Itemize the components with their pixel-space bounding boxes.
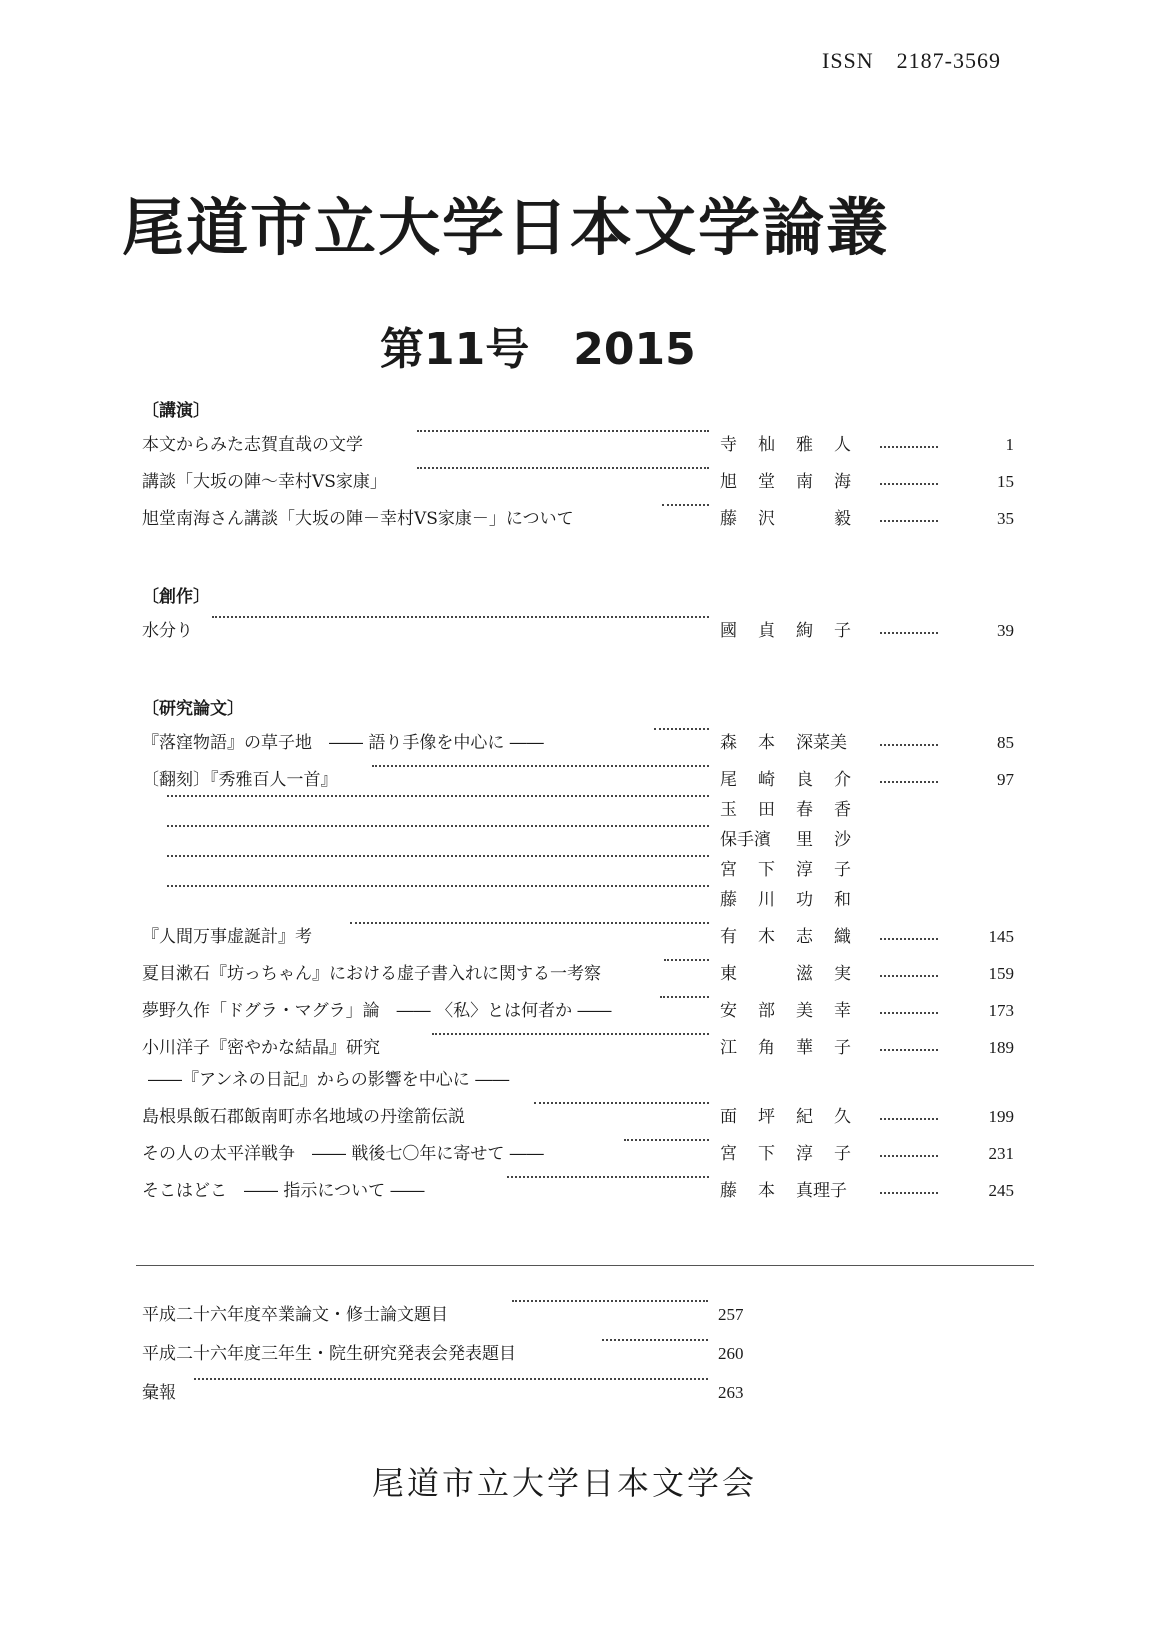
entry-page: 263 xyxy=(718,1383,744,1402)
entry-subtitle: ――『アンネの日記』からの影響を中心に ―― xyxy=(148,1070,510,1090)
leader-dots xyxy=(432,1033,709,1035)
entry-page: 260 xyxy=(718,1344,744,1363)
leader-dots xyxy=(167,885,709,887)
leader-dots xyxy=(167,825,709,827)
entry-page: 35 xyxy=(997,509,1014,528)
entry-author: 森 本 深菜美 xyxy=(720,733,847,753)
entry-title: 『人間万事虚誕計』考 xyxy=(142,927,312,947)
leader-dots xyxy=(624,1139,709,1141)
leader-dots xyxy=(880,632,938,634)
entry-page: 15 xyxy=(997,472,1014,491)
entry-author: 有 木 志 織 xyxy=(720,927,851,947)
leader-dots xyxy=(660,996,709,998)
leader-dots xyxy=(880,1049,938,1051)
leader-dots xyxy=(880,483,938,485)
entry-title: 島根県飯石郡飯南町赤名地域の丹塗箭伝説 xyxy=(142,1107,465,1127)
leader-dots xyxy=(534,1102,709,1104)
entry-title: 平成二十六年度卒業論文・修士論文題目 xyxy=(142,1305,448,1325)
entry-author: 旭 堂 南 海 xyxy=(720,472,851,492)
entry-title: 本文からみた志賀直哉の文学 xyxy=(142,435,363,455)
entry-page: 145 xyxy=(988,927,1014,946)
journal-title: 尾道市立大学日本文学論叢 xyxy=(122,191,891,264)
leader-dots xyxy=(512,1300,708,1302)
leader-dots xyxy=(602,1339,708,1341)
leader-dots xyxy=(372,765,709,767)
entry-page: 97 xyxy=(997,770,1014,789)
entry-author: 宮 下 淳 子 xyxy=(720,860,851,880)
leader-dots xyxy=(417,467,709,469)
leader-dots xyxy=(880,975,938,977)
entry-page: 159 xyxy=(988,964,1014,983)
entry-author: 東 滋 実 xyxy=(720,964,851,984)
leader-dots xyxy=(880,1012,938,1014)
entry-title: その人の太平洋戦争 ―― 戦後七〇年に寄せて ―― xyxy=(142,1144,544,1164)
leader-dots xyxy=(507,1176,709,1178)
entry-page: 1 xyxy=(1005,435,1014,454)
leader-dots xyxy=(662,504,709,506)
entry-author: 安 部 美 幸 xyxy=(720,1001,851,1021)
entry-author: 宮 下 淳 子 xyxy=(720,1144,851,1164)
section-heading-lectures: 〔講演〕 xyxy=(142,401,210,421)
entry-title: 夏目漱石『坊っちゃん』における虚子書入れに関する一考察 xyxy=(142,964,601,984)
section-heading-creative: 〔創作〕 xyxy=(142,587,210,607)
leader-dots xyxy=(880,781,938,783)
leader-dots xyxy=(880,1118,938,1120)
leader-dots xyxy=(664,959,709,961)
entry-page: 173 xyxy=(988,1001,1014,1020)
entry-author: 藤 沢 毅 xyxy=(720,509,851,529)
leader-dots xyxy=(350,922,709,924)
entry-title: 彙報 xyxy=(142,1383,176,1403)
entry-author: 藤 川 功 和 xyxy=(720,890,851,910)
leader-dots xyxy=(880,446,938,448)
entry-author: 玉 田 春 香 xyxy=(720,800,851,820)
entry-page: 231 xyxy=(988,1144,1014,1163)
issn-number: ISSN 2187‐3569 xyxy=(822,48,1002,73)
entry-title: 小川洋子『密やかな結晶』研究 xyxy=(142,1038,380,1058)
leader-dots xyxy=(167,855,709,857)
entry-author: 保手濱 里 沙 xyxy=(720,830,851,850)
issue-number: 第11号 2015 xyxy=(380,324,696,375)
entry-title: 講談「大坂の陣〜幸村VS家康」 xyxy=(142,472,387,492)
entry-page: 257 xyxy=(718,1305,744,1324)
leader-dots xyxy=(880,1192,938,1194)
entry-title: 水分り xyxy=(142,621,193,641)
leader-dots xyxy=(167,795,709,797)
entry-author: 面 坪 紀 久 xyxy=(720,1107,851,1127)
entry-title: 〔翻刻〕『秀雅百人一首』 xyxy=(142,770,338,790)
entry-author: 寺 杣 雅 人 xyxy=(720,435,851,455)
leader-dots xyxy=(417,430,709,432)
divider-rule xyxy=(136,1265,1034,1266)
entry-title: 夢野久作「ドグラ・マグラ」論 ―― 〈私〉とは何者か ―― xyxy=(142,1001,612,1021)
leader-dots xyxy=(880,938,938,940)
entry-title: 平成二十六年度三年生・院生研究発表会発表題目 xyxy=(142,1344,516,1364)
entry-author: 藤 本 真理子 xyxy=(720,1181,847,1201)
entry-author: 江 角 華 子 xyxy=(720,1038,851,1058)
leader-dots xyxy=(654,728,709,730)
section-heading-research-papers: 〔研究論文〕 xyxy=(142,699,244,719)
entry-page: 85 xyxy=(997,733,1014,752)
entry-title: 旭堂南海さん講談「大坂の陣－幸村VS家康－」について xyxy=(142,509,574,529)
entry-title: 『落窪物語』の草子地 ―― 語り手像を中心に ―― xyxy=(142,733,544,753)
entry-page: 189 xyxy=(988,1038,1014,1057)
leader-dots xyxy=(880,520,938,522)
leader-dots xyxy=(880,1155,938,1157)
leader-dots xyxy=(212,616,709,618)
entry-author: 尾 崎 良 介 xyxy=(720,770,851,790)
entry-page: 245 xyxy=(988,1181,1014,1200)
entry-author: 國 貞 絢 子 xyxy=(720,621,851,641)
entry-page: 39 xyxy=(997,621,1014,640)
publisher-name: 尾道市立大学日本文学会 xyxy=(372,1464,758,1502)
leader-dots xyxy=(194,1378,708,1380)
leader-dots xyxy=(880,744,938,746)
entry-page: 199 xyxy=(988,1107,1014,1126)
entry-title: そこはどこ ―― 指示について ―― xyxy=(142,1181,425,1201)
